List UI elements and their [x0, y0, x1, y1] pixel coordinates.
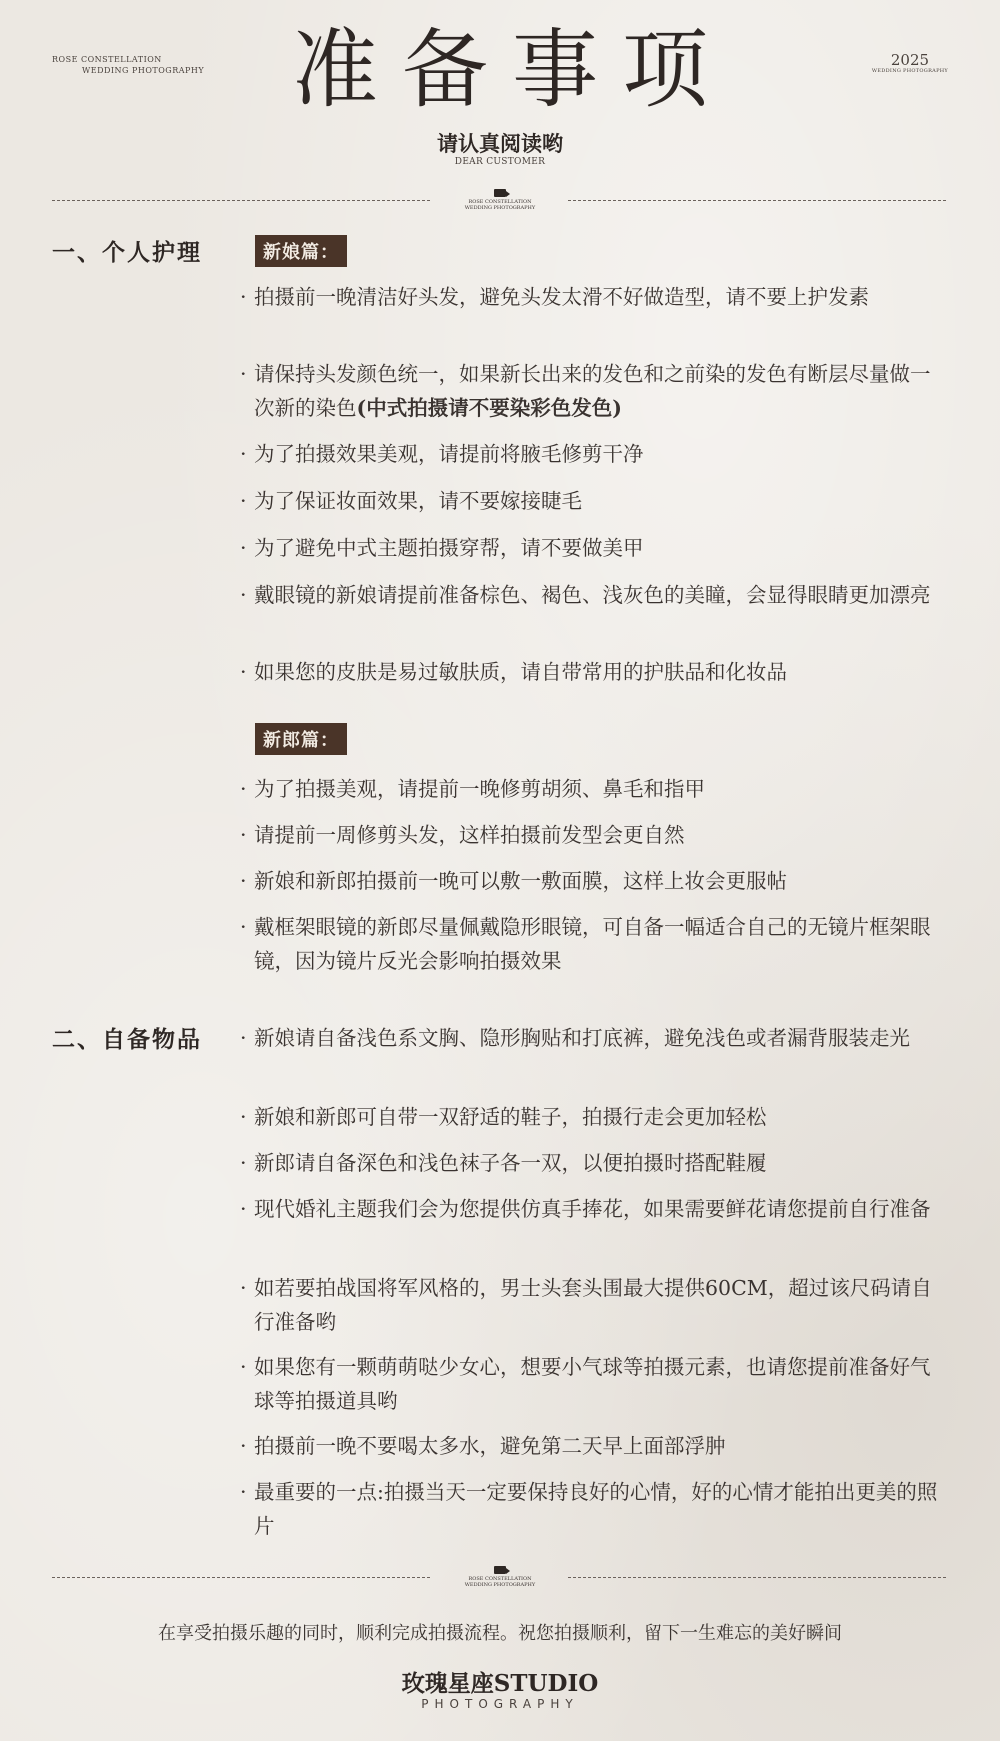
subtitle: 请认真阅读哟	[437, 131, 563, 156]
list-item: · 戴眼镜的新娘请提前准备棕色、褐色、浅灰色的美瞳，会显得眼睛更加漂亮	[238, 578, 950, 612]
list-item: · 为了保证妆面效果，请不要嫁接睫毛	[238, 484, 950, 518]
list-item: · 为了拍摄美观，请提前一晚修剪胡须、鼻毛和指甲	[238, 772, 950, 806]
center-logo	[450, 189, 550, 211]
divider-right	[568, 200, 946, 201]
center-logo-bottom	[450, 1566, 550, 1588]
groom-tag: 新郎篇：	[255, 723, 347, 755]
footer-brand: 玫瑰星座STUDIO	[401, 1670, 599, 1697]
list-item: · 新娘请自备浅色系文胸、隐形胸贴和打底裤，避免浅色或者漏背服装走光	[238, 1021, 950, 1055]
year-label: 2025	[890, 51, 930, 69]
page-title: 准备事项	[292, 20, 732, 120]
logo-line2: WEDDING PHOTOGRAPHY	[464, 205, 536, 211]
list-item: · 如果您的皮肤是易过敏肤质，请自带常用的护肤品和化妆品	[238, 655, 950, 689]
brand-left-line1: ROSE CONSTELLATION	[52, 55, 162, 64]
list-item: · 为了拍摄效果美观，请提前将腋毛修剪干净	[238, 437, 950, 471]
camera-icon	[494, 189, 506, 197]
list-item	[238, 357, 950, 425]
divider-left	[52, 200, 430, 201]
divider-right-bottom	[568, 1577, 946, 1578]
list-item: · 如果您有一颗萌萌哒少女心，想要小气球等拍摄元素，也请您提前准备好气球等拍摄道具哟	[238, 1350, 950, 1418]
subtitle-en: DEAR CUSTOMER	[454, 157, 546, 167]
logo-line1: ROSE CONSTELLATION	[468, 199, 532, 205]
logo-line2: WEDDING PHOTOGRAPHY	[464, 1582, 536, 1588]
brand-right	[872, 52, 948, 74]
list-item: · 新娘和新郎可自带一双舒适的鞋子，拍摄行走会更加轻松	[238, 1100, 950, 1134]
list-item: · 新娘和新郎拍摄前一晚可以敷一敷面膜，这样上妆会更服帖	[238, 864, 950, 898]
brand-left-line2: WEDDING PHOTOGRAPHY	[82, 66, 205, 75]
footer-brand-sub: PHOTOGRAPHY	[421, 1697, 579, 1711]
list-item: · 如若要拍战国将军风格的，男士头套头围最大提供60CM，超过该尺码请自行准备哟	[238, 1271, 950, 1339]
section-heading-self-prepare: 二、自备物品	[52, 1026, 202, 1053]
list-item: · 拍摄前一晚不要喝太多水，避免第二天早上面部浮肿	[238, 1429, 950, 1463]
list-item: · 请提前一周修剪头发，这样拍摄前发型会更自然	[238, 818, 950, 852]
list-item: · 新郎请自备深色和浅色袜子各一双，以便拍摄时搭配鞋履	[238, 1146, 950, 1180]
footer-text: 在享受拍摄乐趣的同时，顺利完成拍摄流程。祝您拍摄顺利，留下一生难忘的美好瞬间	[158, 1623, 842, 1644]
list-item: · 戴框架眼镜的新郎尽量佩戴隐形眼镜，可自备一幅适合自己的无镜片框架眼镜，因为镜片反光会影响拍摄效果	[238, 910, 950, 978]
year-sub: WEDDING PHOTOGRAPHY	[871, 68, 948, 74]
list-item: · 为了避免中式主题拍摄穿帮，请不要做美甲	[238, 531, 950, 565]
list-item: · 拍摄前一晚清洁好头发，避免头发太滑不好做造型，请不要上护发素	[238, 280, 950, 314]
logo-line1: ROSE CONSTELLATION	[468, 1576, 532, 1582]
camera-icon	[494, 1566, 506, 1574]
list-item-bold: (中式拍摄请不要染彩色发色)	[356, 396, 622, 420]
bride-tag: 新娘篇：	[255, 235, 347, 267]
list-item: · 现代婚礼主题我们会为您提供仿真手捧花，如果需要鲜花请您提前自行准备	[238, 1192, 950, 1226]
divider-left-bottom	[52, 1577, 430, 1578]
list-item: · 最重要的一点:拍摄当天一定要保持良好的心情，好的心情才能拍出更美的照片	[238, 1475, 950, 1543]
list-item-text: 请保持头发颜色统一，如果新长出来的发色和之前染的发色有断层尽量做一次新的染色	[254, 362, 931, 420]
section-heading-personal-care: 一、个人护理	[52, 239, 202, 266]
